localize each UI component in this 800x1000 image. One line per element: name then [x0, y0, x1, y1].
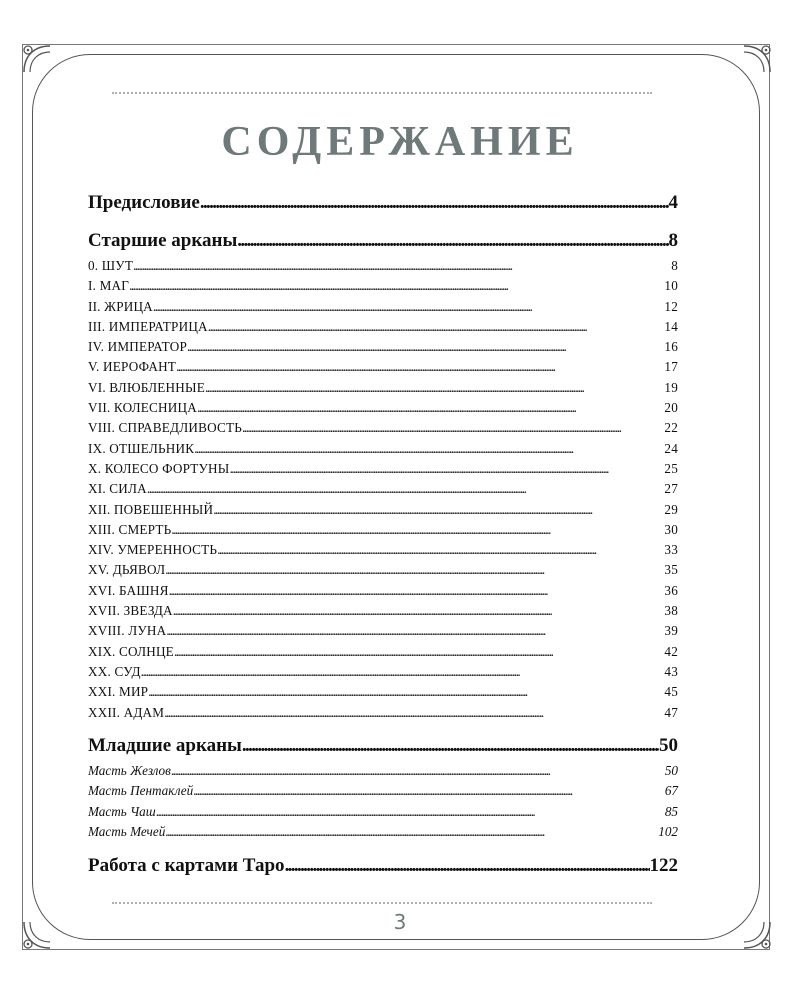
toc-entry-page: 33	[664, 542, 678, 558]
toc-entry-page: 43	[664, 663, 678, 679]
toc-entry-page: 12	[664, 298, 678, 314]
dot-leader	[205, 380, 664, 396]
bottom-dotted-divider	[112, 902, 652, 904]
toc-entry-label: I. МАГ	[88, 278, 130, 294]
toc-entry-label: 0. ШУТ	[88, 258, 134, 273]
dot-leader	[208, 319, 665, 335]
toc-entry-label: V. ИЕРОФАНТ	[88, 359, 177, 375]
toc-entry-label: XXI. МИР	[88, 684, 149, 700]
toc-entry-page: 27	[664, 481, 678, 497]
toc-entry-label: II. ЖРИЦА	[88, 298, 153, 314]
toc-entry-page: 14	[664, 318, 678, 334]
toc-entry-page: 22	[664, 420, 678, 436]
toc-entry-page: 38	[664, 603, 678, 619]
toc-entry[interactable]	[88, 461, 678, 481]
toc-entry[interactable]	[88, 258, 678, 278]
toc-entry[interactable]	[88, 824, 678, 845]
dot-leader	[174, 644, 664, 660]
major-arcana-list	[88, 258, 678, 725]
toc-entry-page: 16	[664, 339, 678, 355]
dot-leader	[217, 542, 664, 558]
toc-entry[interactable]	[88, 502, 678, 522]
toc-entry-label: VIII. СПРАВЕДЛИВОСТЬ	[88, 420, 242, 436]
toc-entry[interactable]	[88, 664, 678, 684]
toc-entry-page: 17	[664, 359, 678, 375]
dot-leader	[165, 562, 664, 578]
toc-entry-page: 102	[658, 824, 678, 840]
dot-leader	[213, 502, 664, 518]
dot-leader	[164, 705, 664, 721]
minor-arcana-list	[88, 763, 678, 845]
dot-leader	[166, 623, 664, 639]
dot-leader	[148, 684, 664, 700]
toc-entry-page: 42	[664, 643, 678, 659]
toc-entry[interactable]	[88, 705, 678, 725]
toc-entry-label: XI. СИЛА	[88, 481, 147, 497]
dot-leader	[153, 299, 665, 315]
toc-entry-label: XVI. БАШНЯ	[88, 582, 169, 598]
toc-entry-label: XII. ПОВЕШЕННЫЙ	[88, 501, 214, 517]
toc-entry-page: 47	[664, 704, 678, 720]
toc-entry-page: 36	[664, 582, 678, 598]
toc-entry[interactable]	[88, 319, 678, 339]
top-dotted-divider	[112, 92, 652, 94]
toc-section-major-arcana[interactable]: Старшие арканы . . . 8	[88, 230, 678, 258]
toc-entry[interactable]	[88, 359, 678, 379]
dot-leader	[169, 583, 665, 599]
toc-entry-label: XIX. СОЛНЦЕ	[88, 643, 174, 659]
toc-entry-label: Масть Чаш	[88, 803, 156, 819]
toc-entry-label: IV. ИМПЕРАТОР	[88, 339, 187, 355]
toc-section-minor-arcana[interactable]: Младшие арканы . . . 50	[88, 735, 678, 763]
toc-entry-label: XVIII. ЛУНА	[88, 623, 167, 639]
dot-leader	[156, 804, 665, 820]
toc-entry-label: Масть Мечей	[88, 824, 166, 840]
toc-entry-page: 35	[664, 562, 678, 578]
toc-entry[interactable]	[88, 603, 678, 623]
toc-entry[interactable]	[88, 380, 678, 400]
toc-entry-label: Масть Пентаклей	[88, 783, 194, 799]
toc-entry-page: 29	[664, 501, 678, 517]
table-of-contents	[88, 192, 678, 883]
toc-entry-page: 25	[664, 460, 678, 476]
toc-entry-page: 19	[664, 379, 678, 395]
toc-entry[interactable]	[88, 644, 678, 664]
toc-entry-label: III. ИМПЕРАТРИЦА	[88, 318, 208, 334]
dot-leader	[129, 278, 664, 294]
toc-entry[interactable]	[88, 763, 678, 784]
page-number: 3	[393, 910, 407, 934]
toc-entry-label: XIII. СМЕРТЬ	[88, 521, 172, 537]
toc-entry[interactable]	[88, 339, 678, 359]
toc-entry-page: 24	[664, 440, 678, 456]
toc-entry-label: XXII. АДАМ	[88, 704, 165, 720]
toc-entry-label: XIV. УМЕРЕННОСТЬ	[88, 542, 218, 558]
toc-entry-label: IX. ОТШЕЛЬНИК	[88, 440, 195, 456]
toc-entry[interactable]	[88, 562, 678, 582]
toc-entry[interactable]	[88, 481, 678, 501]
toc-entry[interactable]	[88, 684, 678, 704]
dot-leader	[171, 763, 665, 779]
toc-entry[interactable]	[88, 299, 678, 319]
toc-entry-page: 10	[664, 278, 678, 294]
dot-leader	[197, 400, 664, 416]
toc-entry-label: VI. ВЛЮБЛЕННЫЕ	[88, 379, 205, 395]
toc-entry-page: 20	[664, 400, 678, 416]
toc-entry[interactable]	[88, 420, 678, 440]
toc-entry[interactable]	[88, 522, 678, 542]
toc-entry-page: 8	[671, 258, 678, 273]
toc-entry[interactable]	[88, 783, 678, 804]
dot-leader	[165, 824, 658, 840]
dot-leader	[176, 359, 664, 375]
toc-section-tarot-work[interactable]: Работа с картами Таро . . . 122	[88, 855, 678, 883]
toc-entry[interactable]	[88, 400, 678, 420]
toc-entry[interactable]	[88, 441, 678, 461]
dot-leader	[193, 783, 665, 799]
toc-entry[interactable]	[88, 583, 678, 603]
toc-entry[interactable]	[88, 542, 678, 562]
dot-leader	[141, 664, 665, 680]
dot-leader	[194, 441, 664, 457]
toc-entry-label: XX. СУД	[88, 663, 141, 679]
dot-leader	[242, 420, 664, 436]
toc-entry[interactable]	[88, 804, 678, 825]
dot-leader	[133, 258, 671, 274]
corner-ornament-icon	[20, 42, 54, 76]
corner-ornament-icon	[740, 42, 774, 76]
toc-entry[interactable]	[88, 278, 678, 298]
dot-leader	[187, 339, 664, 355]
dot-leader	[173, 603, 665, 619]
toc-entry-page: 50	[664, 762, 678, 778]
toc-entry-page: 39	[664, 623, 678, 639]
toc-entry-label: Масть Жезлов	[88, 762, 171, 778]
page-title: СОДЕРЖАНИЕ	[221, 119, 579, 165]
dot-leader	[171, 522, 664, 538]
toc-entry-page: 67	[664, 783, 678, 799]
toc-entry-page: 45	[664, 684, 678, 700]
dot-leader	[147, 481, 665, 497]
toc-entry-label: VII. КОЛЕСНИЦА	[88, 400, 197, 416]
toc-section-preface[interactable]: Предисловие . . . 4	[88, 192, 678, 220]
toc-entry-page: 30	[664, 521, 678, 537]
toc-entry-label: X. КОЛЕСО ФОРТУНЫ	[88, 460, 230, 476]
dot-leader	[229, 461, 664, 477]
toc-entry-label: XVII. ЗВЕЗДА	[88, 603, 173, 619]
toc-entry-page: 85	[664, 803, 678, 819]
toc-entry-label: XV. ДЬЯВОЛ	[88, 562, 166, 578]
toc-entry[interactable]	[88, 623, 678, 643]
